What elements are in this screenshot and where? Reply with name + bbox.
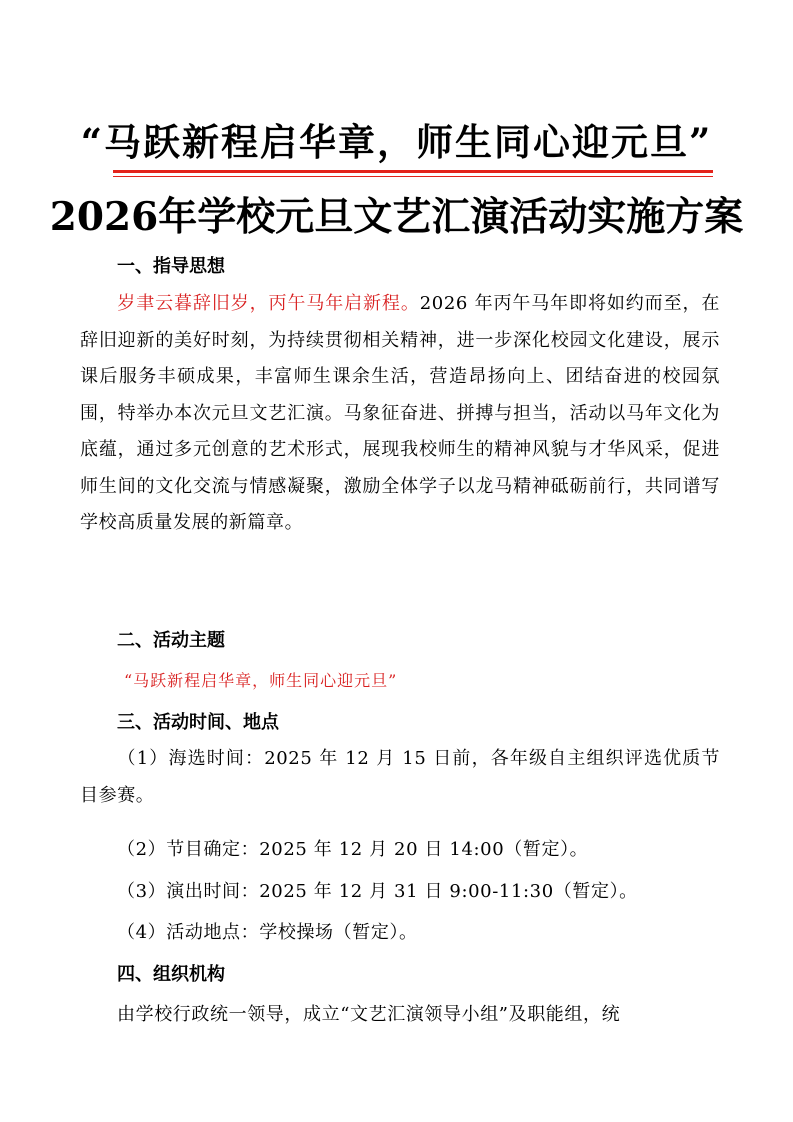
time-item-2: （2）节目确定：2025 年 12 月 20 日 14:00（暂定）。 — [117, 839, 589, 860]
theme-text: “马跃新程启华章，师生同心迎元旦” — [124, 671, 398, 690]
section-heading-theme: 二、活动主题 — [117, 630, 225, 651]
red-divider-thin — [113, 176, 713, 177]
slogan-heading: “马跃新程启华章，师生同心迎元旦” — [80, 120, 713, 164]
time-item-1 — [80, 741, 720, 814]
time-item-1-text: （1）海选时间：2025 年 12 月 15 日前，各年级自主组织评选优质节目参赛。 — [80, 748, 720, 806]
section-heading-guiding: 一、指导思想 — [117, 256, 225, 277]
organization-body: 由学校行政统一领导，成立“文艺汇演领导小组”及职能组，统 — [117, 1004, 621, 1025]
time-item-3: （3）演出时间：2025 年 12 月 31 日 9:00-11:30（暂定）。 — [117, 881, 638, 902]
guiding-body: 2026 年丙午马年即将如约而至，在辞旧迎新的美好时刻，为持续贯彻相关精神，进一步深化校园文化建设，展示课后服务丰硕成果，丰富师生课余生活，营造昂扬向上、团结奋进的校园氛围，特举办本次元旦文艺汇演。马象征奋进、拼搏与担当，活动以马年文化为底蕴，通过多元创意的艺术形式，展现我校师生的精神风貌与才华风采，促进师生间的文化交流与情感凝聚，激励全体学子以龙马精神砥砺前行，共同谱写学校高质量发展的新篇章。 — [80, 293, 720, 533]
document-title: 2026年学校元旦文艺汇演活动实施方案 — [49, 194, 744, 240]
guiding-lead-red: 岁聿云暮辞旧岁，丙午马年启新程。 — [117, 293, 420, 314]
red-divider-thick — [113, 170, 713, 173]
time-item-4: （4）活动地点：学校操场（暂定）。 — [117, 922, 418, 943]
section-heading-organization: 四、组织机构 — [117, 964, 225, 985]
guiding-paragraph — [80, 286, 720, 542]
section-heading-time-place: 三、活动时间、地点 — [117, 712, 279, 733]
